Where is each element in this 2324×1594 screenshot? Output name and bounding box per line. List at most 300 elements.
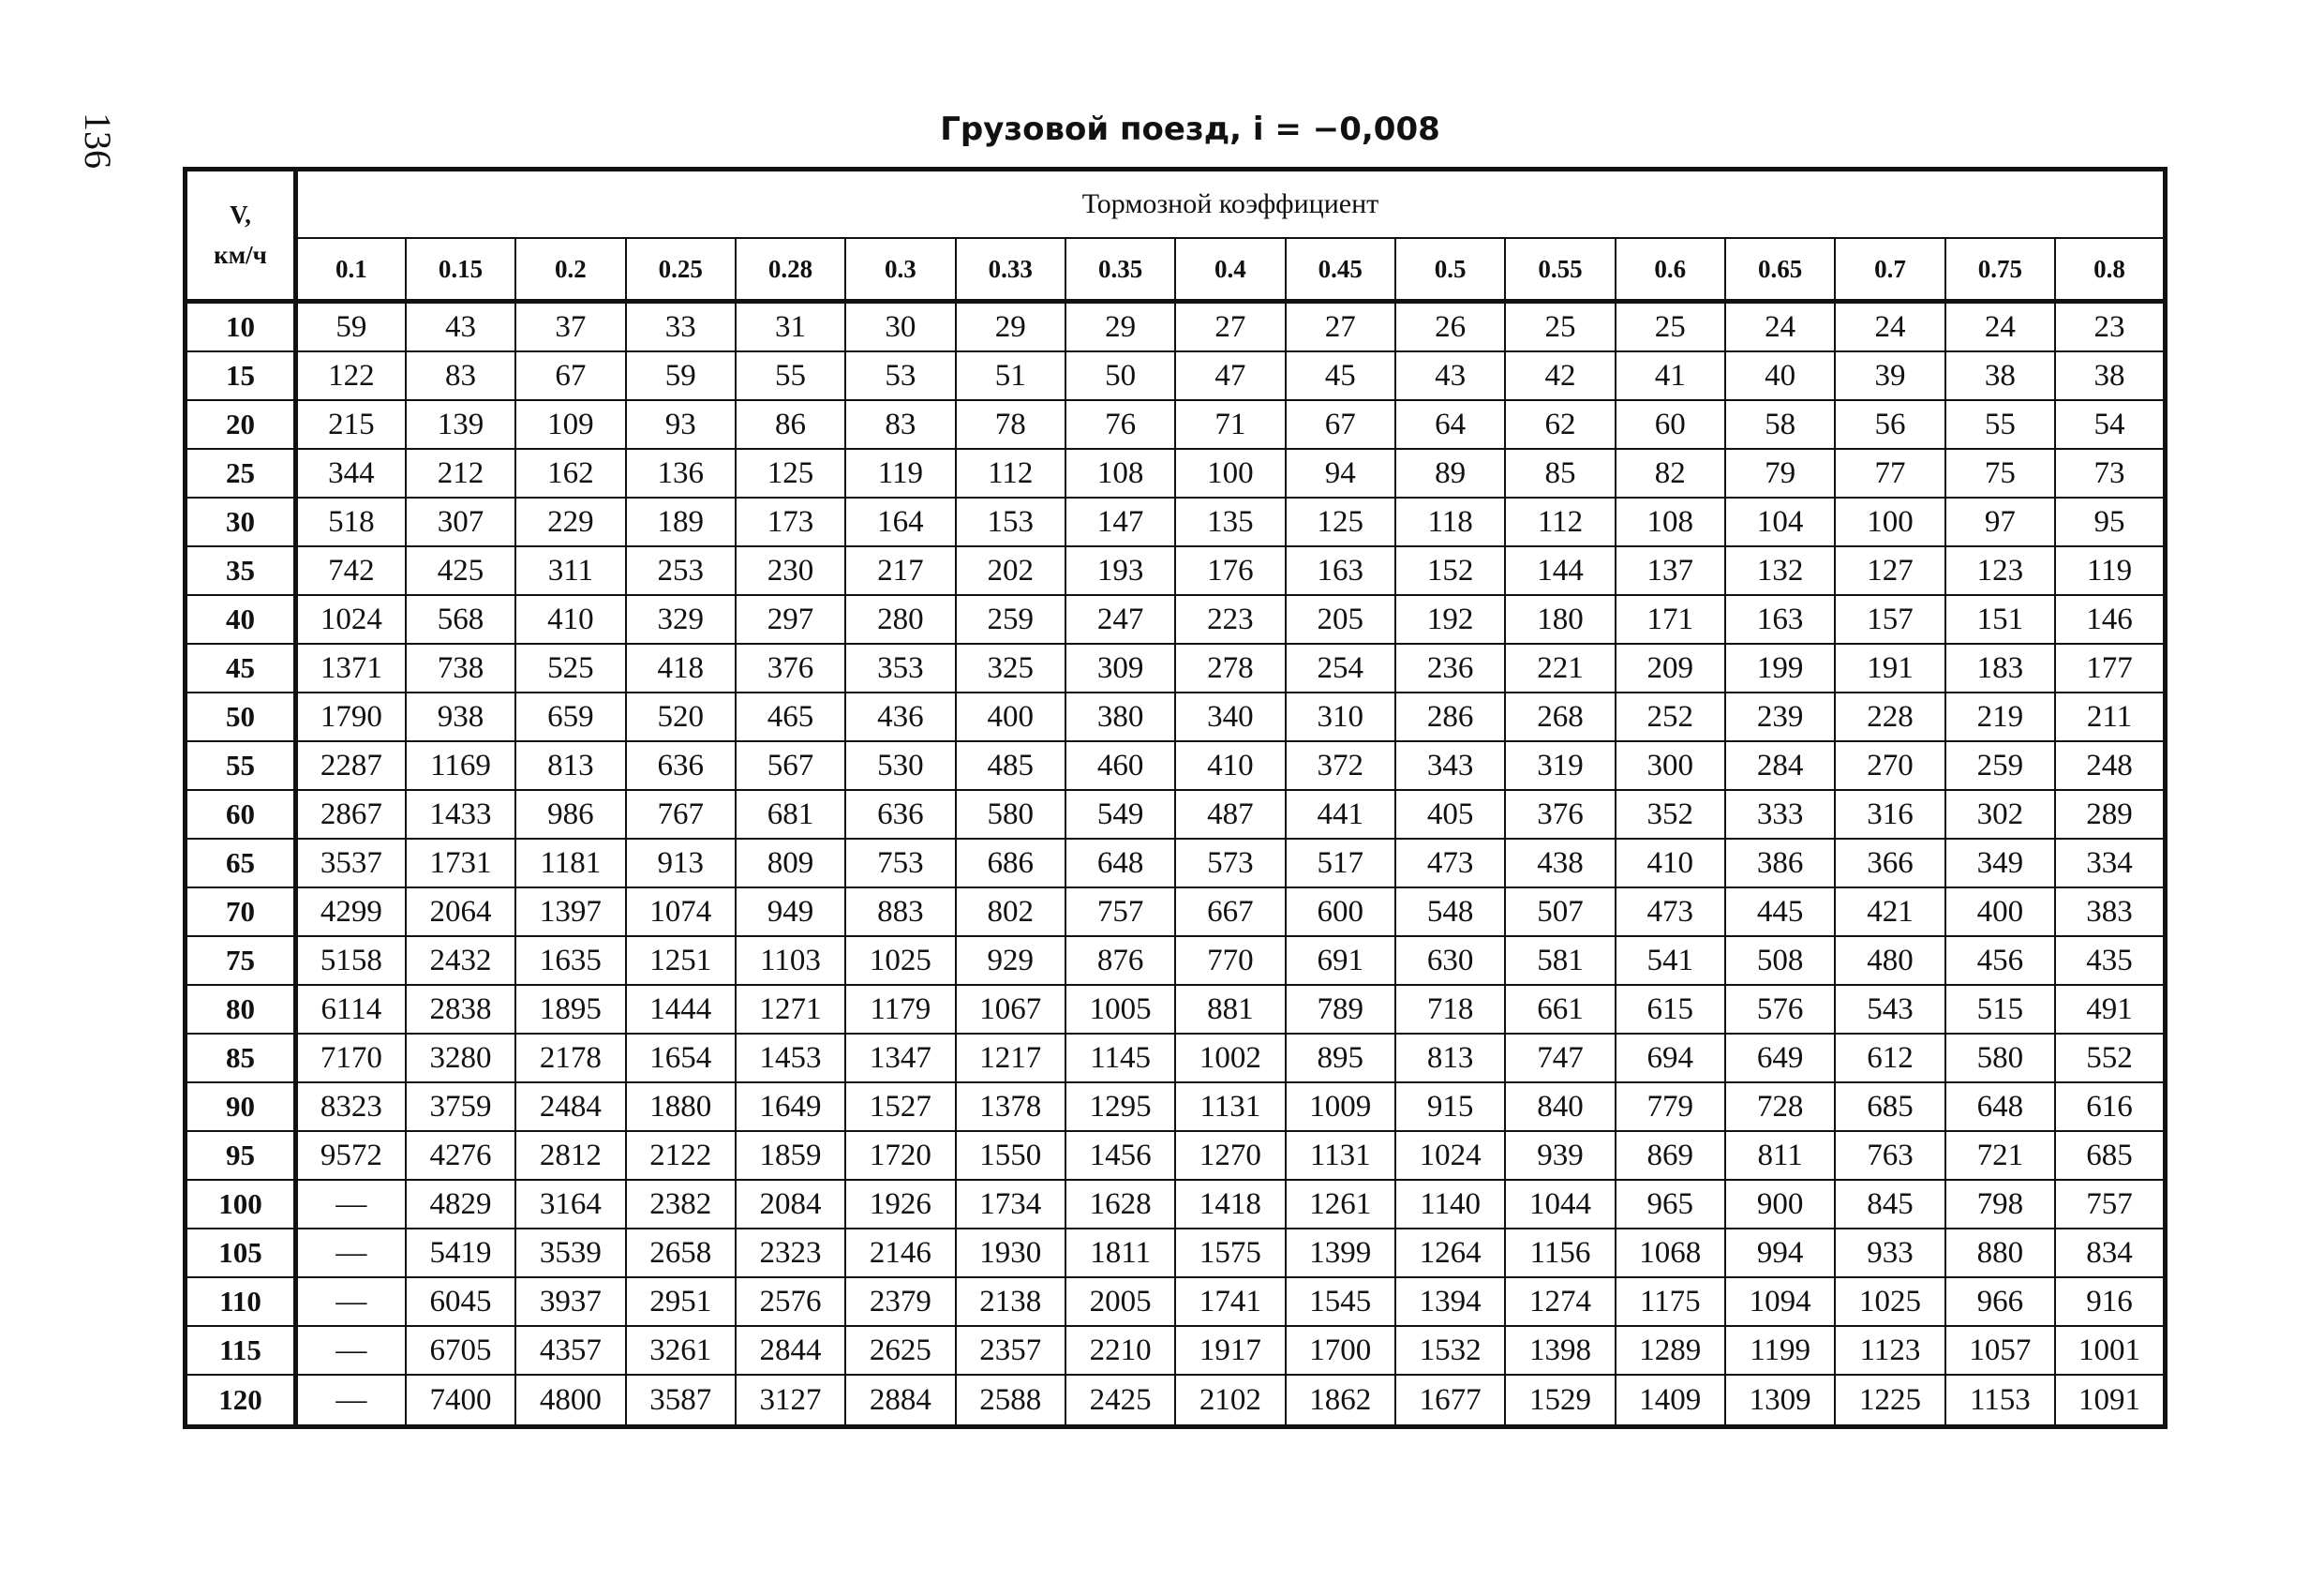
value-cell: 230 xyxy=(736,546,845,595)
value-cell: 1131 xyxy=(1286,1131,1395,1180)
value-cell: 43 xyxy=(1395,351,1505,400)
value-cell: 1347 xyxy=(845,1034,955,1082)
value-cell: 473 xyxy=(1616,887,1725,936)
value-cell: 480 xyxy=(1835,936,1944,985)
value-cell: 648 xyxy=(1065,839,1175,887)
value-cell: 1156 xyxy=(1505,1229,1615,1277)
value-cell: 76 xyxy=(1065,400,1175,449)
value-cell: 757 xyxy=(2055,1180,2166,1229)
value-cell: 1094 xyxy=(1725,1277,1835,1326)
value-cell: 549 xyxy=(1065,790,1175,839)
speed-unit-label: км/ч xyxy=(214,241,267,269)
value-cell: 1169 xyxy=(406,741,515,790)
value-cell: 192 xyxy=(1395,595,1505,644)
value-cell: 508 xyxy=(1725,936,1835,985)
value-cell: 247 xyxy=(1065,595,1175,644)
value-cell: 580 xyxy=(1945,1034,2055,1082)
value-cell: 173 xyxy=(736,498,845,546)
table-row xyxy=(186,1375,2166,1427)
value-cell: 1917 xyxy=(1175,1326,1285,1375)
value-cell: 344 xyxy=(296,449,406,498)
value-cell: 59 xyxy=(296,302,406,352)
value-cell: 3261 xyxy=(626,1326,736,1375)
value-cell: 845 xyxy=(1835,1180,1944,1229)
coefficient-header-cell: 0.75 xyxy=(1945,238,2055,302)
value-cell: 3539 xyxy=(515,1229,625,1277)
value-cell: 615 xyxy=(1616,985,1725,1034)
value-cell: 1731 xyxy=(406,839,515,887)
speed-cell: 50 xyxy=(186,693,296,741)
value-cell: 763 xyxy=(1835,1131,1944,1180)
value-cell: 456 xyxy=(1945,936,2055,985)
value-cell: 3164 xyxy=(515,1180,625,1229)
value-cell: 286 xyxy=(1395,693,1505,741)
value-cell: 2005 xyxy=(1065,1277,1175,1326)
value-cell: 770 xyxy=(1175,936,1285,985)
value-cell: 1409 xyxy=(1616,1375,1725,1427)
value-cell: 552 xyxy=(2055,1034,2166,1082)
value-cell: 986 xyxy=(515,790,625,839)
value-cell: 229 xyxy=(515,498,625,546)
brake-coefficient-header: Тормозной коэффициент xyxy=(296,170,2166,239)
value-cell: 405 xyxy=(1395,790,1505,839)
value-cell: 1399 xyxy=(1286,1229,1395,1277)
coefficient-header-cell: 0.8 xyxy=(2055,238,2166,302)
value-cell: 27 xyxy=(1286,302,1395,352)
speed-cell: 65 xyxy=(186,839,296,887)
speed-cell: 15 xyxy=(186,351,296,400)
value-cell: 1274 xyxy=(1505,1277,1615,1326)
value-cell: 6045 xyxy=(406,1277,515,1326)
value-cell: 153 xyxy=(956,498,1065,546)
value-cell: 1145 xyxy=(1065,1034,1175,1082)
value-cell: 2382 xyxy=(626,1180,736,1229)
value-cell: — xyxy=(296,1326,406,1375)
value-cell: 2102 xyxy=(1175,1375,1285,1427)
value-cell: 180 xyxy=(1505,595,1615,644)
value-cell: 913 xyxy=(626,839,736,887)
value-cell: 6114 xyxy=(296,985,406,1034)
speed-cell: 105 xyxy=(186,1229,296,1277)
value-cell: 630 xyxy=(1395,936,1505,985)
value-cell: 137 xyxy=(1616,546,1725,595)
value-cell: 53 xyxy=(845,351,955,400)
speed-cell: 30 xyxy=(186,498,296,546)
value-cell: 221 xyxy=(1505,644,1615,693)
value-cell: 9572 xyxy=(296,1131,406,1180)
value-cell: 284 xyxy=(1725,741,1835,790)
value-cell: 25 xyxy=(1505,302,1615,352)
value-cell: 915 xyxy=(1395,1082,1505,1131)
value-cell: 215 xyxy=(296,400,406,449)
value-cell: 834 xyxy=(2055,1229,2166,1277)
value-cell: 212 xyxy=(406,449,515,498)
value-cell: 56 xyxy=(1835,400,1944,449)
value-cell: 4357 xyxy=(515,1326,625,1375)
value-cell: 567 xyxy=(736,741,845,790)
value-cell: 685 xyxy=(2055,1131,2166,1180)
table-row xyxy=(186,1082,2166,1131)
value-cell: 1251 xyxy=(626,936,736,985)
value-cell: 2178 xyxy=(515,1034,625,1082)
value-cell: 152 xyxy=(1395,546,1505,595)
value-cell: 254 xyxy=(1286,644,1395,693)
speed-cell: 110 xyxy=(186,1277,296,1326)
value-cell: 340 xyxy=(1175,693,1285,741)
value-cell: 352 xyxy=(1616,790,1725,839)
speed-cell: 35 xyxy=(186,546,296,595)
header-row xyxy=(186,170,2166,239)
value-cell: 636 xyxy=(626,741,736,790)
value-cell: 694 xyxy=(1616,1034,1725,1082)
value-cell: 307 xyxy=(406,498,515,546)
value-cell: 112 xyxy=(956,449,1065,498)
table-row xyxy=(186,1180,2166,1229)
value-cell: 1532 xyxy=(1395,1326,1505,1375)
table-row xyxy=(186,1131,2166,1180)
value-cell: 5419 xyxy=(406,1229,515,1277)
value-cell: 325 xyxy=(956,644,1065,693)
table-row xyxy=(186,1277,2166,1326)
speed-cell: 40 xyxy=(186,595,296,644)
table-row xyxy=(186,351,2166,400)
value-cell: 119 xyxy=(2055,546,2166,595)
coefficient-header-cell: 0.33 xyxy=(956,238,1065,302)
value-cell: 125 xyxy=(736,449,845,498)
value-cell: 1261 xyxy=(1286,1180,1395,1229)
value-cell: 59 xyxy=(626,351,736,400)
value-cell: 24 xyxy=(1945,302,2055,352)
value-cell: 435 xyxy=(2055,936,2166,985)
value-cell: 1418 xyxy=(1175,1180,1285,1229)
table-row xyxy=(186,839,2166,887)
speed-cell: 75 xyxy=(186,936,296,985)
value-cell: 2576 xyxy=(736,1277,845,1326)
value-cell: 929 xyxy=(956,936,1065,985)
value-cell: 1628 xyxy=(1065,1180,1175,1229)
value-cell: — xyxy=(296,1229,406,1277)
value-cell: 64 xyxy=(1395,400,1505,449)
value-cell: 2323 xyxy=(736,1229,845,1277)
value-cell: 2658 xyxy=(626,1229,736,1277)
value-cell: 95 xyxy=(2055,498,2166,546)
value-cell: 2432 xyxy=(406,936,515,985)
speed-cell: 20 xyxy=(186,400,296,449)
value-cell: 881 xyxy=(1175,985,1285,1034)
value-cell: 4800 xyxy=(515,1375,625,1427)
value-cell: 372 xyxy=(1286,741,1395,790)
value-cell: 659 xyxy=(515,693,625,741)
value-cell: 109 xyxy=(515,400,625,449)
value-cell: 45 xyxy=(1286,351,1395,400)
speed-cell: 45 xyxy=(186,644,296,693)
value-cell: 108 xyxy=(1065,449,1175,498)
value-cell: 410 xyxy=(1616,839,1725,887)
table-row xyxy=(186,1229,2166,1277)
value-cell: 67 xyxy=(1286,400,1395,449)
value-cell: 50 xyxy=(1065,351,1175,400)
value-cell: 191 xyxy=(1835,644,1944,693)
value-cell: — xyxy=(296,1277,406,1326)
value-cell: 127 xyxy=(1835,546,1944,595)
table-row xyxy=(186,985,2166,1034)
value-cell: 58 xyxy=(1725,400,1835,449)
value-cell: 548 xyxy=(1395,887,1505,936)
value-cell: 721 xyxy=(1945,1131,2055,1180)
value-cell: 410 xyxy=(515,595,625,644)
value-cell: 4276 xyxy=(406,1131,515,1180)
value-cell: 38 xyxy=(2055,351,2166,400)
coefficient-header-cell: 0.65 xyxy=(1725,238,1835,302)
value-cell: 400 xyxy=(1945,887,2055,936)
value-cell: 515 xyxy=(1945,985,2055,1034)
value-cell: 1131 xyxy=(1175,1082,1285,1131)
value-cell: 738 xyxy=(406,644,515,693)
value-cell: 1862 xyxy=(1286,1375,1395,1427)
value-cell: 2210 xyxy=(1065,1326,1175,1375)
table-body xyxy=(186,302,2166,1427)
value-cell: 1545 xyxy=(1286,1277,1395,1326)
value-cell: 441 xyxy=(1286,790,1395,839)
value-cell: 333 xyxy=(1725,790,1835,839)
value-cell: 2379 xyxy=(845,1277,955,1326)
value-cell: 1550 xyxy=(956,1131,1065,1180)
value-cell: 880 xyxy=(1945,1229,2055,1277)
value-cell: 1001 xyxy=(2055,1326,2166,1375)
value-cell: 1068 xyxy=(1616,1229,1725,1277)
value-cell: 151 xyxy=(1945,595,2055,644)
value-cell: 189 xyxy=(626,498,736,546)
value-cell: 2884 xyxy=(845,1375,955,1427)
value-cell: 436 xyxy=(845,693,955,741)
value-cell: 400 xyxy=(956,693,1065,741)
value-cell: 1397 xyxy=(515,887,625,936)
value-cell: 164 xyxy=(845,498,955,546)
value-cell: 2812 xyxy=(515,1131,625,1180)
coefficient-header-cell: 0.4 xyxy=(1175,238,1285,302)
value-cell: 3759 xyxy=(406,1082,515,1131)
value-cell: 78 xyxy=(956,400,1065,449)
value-cell: 473 xyxy=(1395,839,1505,887)
value-cell: 223 xyxy=(1175,595,1285,644)
table-row xyxy=(186,790,2166,839)
value-cell: 135 xyxy=(1175,498,1285,546)
table-row xyxy=(186,498,2166,546)
value-cell: 600 xyxy=(1286,887,1395,936)
value-cell: 176 xyxy=(1175,546,1285,595)
value-cell: 1309 xyxy=(1725,1375,1835,1427)
value-cell: 802 xyxy=(956,887,1065,936)
value-cell: 581 xyxy=(1505,936,1615,985)
value-cell: 3537 xyxy=(296,839,406,887)
value-cell: 491 xyxy=(2055,985,2166,1034)
value-cell: 289 xyxy=(2055,790,2166,839)
value-cell: 239 xyxy=(1725,693,1835,741)
speed-cell: 115 xyxy=(186,1326,296,1375)
value-cell: 649 xyxy=(1725,1034,1835,1082)
value-cell: 661 xyxy=(1505,985,1615,1034)
value-cell: 883 xyxy=(845,887,955,936)
value-cell: 1044 xyxy=(1505,1180,1615,1229)
value-cell: 1529 xyxy=(1505,1375,1615,1427)
value-cell: 217 xyxy=(845,546,955,595)
value-cell: 691 xyxy=(1286,936,1395,985)
value-cell: 612 xyxy=(1835,1034,1944,1082)
value-cell: 33 xyxy=(626,302,736,352)
value-cell: 933 xyxy=(1835,1229,1944,1277)
value-cell: 438 xyxy=(1505,839,1615,887)
value-cell: 183 xyxy=(1945,644,2055,693)
speed-header-label: V, xyxy=(230,200,251,229)
value-cell: 1926 xyxy=(845,1180,955,1229)
speed-cell: 55 xyxy=(186,741,296,790)
value-cell: 211 xyxy=(2055,693,2166,741)
table-row xyxy=(186,400,2166,449)
coefficient-header-cell: 0.6 xyxy=(1616,238,1725,302)
value-cell: 465 xyxy=(736,693,845,741)
value-cell: 209 xyxy=(1616,644,1725,693)
table-row xyxy=(186,546,2166,595)
table-row xyxy=(186,1034,2166,1082)
value-cell: 97 xyxy=(1945,498,2055,546)
value-cell: 1790 xyxy=(296,693,406,741)
value-cell: 1895 xyxy=(515,985,625,1034)
speed-column-header xyxy=(186,170,296,302)
value-cell: 2064 xyxy=(406,887,515,936)
value-cell: 27 xyxy=(1175,302,1285,352)
value-cell: 386 xyxy=(1725,839,1835,887)
value-cell: 51 xyxy=(956,351,1065,400)
value-cell: 79 xyxy=(1725,449,1835,498)
value-cell: 383 xyxy=(2055,887,2166,936)
value-cell: 2357 xyxy=(956,1326,1065,1375)
value-cell: 40 xyxy=(1725,351,1835,400)
value-cell: 316 xyxy=(1835,790,1944,839)
value-cell: 144 xyxy=(1505,546,1615,595)
value-cell: 157 xyxy=(1835,595,1944,644)
value-cell: 530 xyxy=(845,741,955,790)
value-cell: 343 xyxy=(1395,741,1505,790)
value-cell: 29 xyxy=(1065,302,1175,352)
value-cell: 1175 xyxy=(1616,1277,1725,1326)
value-cell: 29 xyxy=(956,302,1065,352)
value-cell: 278 xyxy=(1175,644,1285,693)
value-cell: 177 xyxy=(2055,644,2166,693)
value-cell: 163 xyxy=(1725,595,1835,644)
value-cell: 1002 xyxy=(1175,1034,1285,1082)
value-cell: 71 xyxy=(1175,400,1285,449)
value-cell: 2084 xyxy=(736,1180,845,1229)
value-cell: 85 xyxy=(1505,449,1615,498)
value-cell: 139 xyxy=(406,400,515,449)
value-cell: 487 xyxy=(1175,790,1285,839)
value-cell: 6705 xyxy=(406,1326,515,1375)
value-cell: 1575 xyxy=(1175,1229,1285,1277)
speed-cell: 60 xyxy=(186,790,296,839)
value-cell: 895 xyxy=(1286,1034,1395,1082)
value-cell: 809 xyxy=(736,839,845,887)
value-cell: 616 xyxy=(2055,1082,2166,1131)
value-cell: 1378 xyxy=(956,1082,1065,1131)
coefficient-header-cell: 0.55 xyxy=(1505,238,1615,302)
coefficient-header-cell: 0.15 xyxy=(406,238,515,302)
table-row xyxy=(186,693,2166,741)
value-cell: 543 xyxy=(1835,985,1944,1034)
value-cell: 100 xyxy=(1835,498,1944,546)
table-row xyxy=(186,741,2166,790)
brake-distance-table xyxy=(183,167,2168,1429)
value-cell: 311 xyxy=(515,546,625,595)
value-cell: 1024 xyxy=(296,595,406,644)
value-cell: 280 xyxy=(845,595,955,644)
speed-cell: 10 xyxy=(186,302,296,352)
value-cell: 636 xyxy=(845,790,955,839)
value-cell: 43 xyxy=(406,302,515,352)
value-cell: 366 xyxy=(1835,839,1944,887)
value-cell: 24 xyxy=(1725,302,1835,352)
value-cell: 1005 xyxy=(1065,985,1175,1034)
value-cell: 147 xyxy=(1065,498,1175,546)
value-cell: 1199 xyxy=(1725,1326,1835,1375)
value-cell: 319 xyxy=(1505,741,1615,790)
value-cell: 38 xyxy=(1945,351,2055,400)
value-cell: 89 xyxy=(1395,449,1505,498)
value-cell: 779 xyxy=(1616,1082,1725,1131)
value-cell: 1741 xyxy=(1175,1277,1285,1326)
value-cell: 1123 xyxy=(1835,1326,1944,1375)
value-cell: 1091 xyxy=(2055,1375,2166,1427)
value-cell: 916 xyxy=(2055,1277,2166,1326)
value-cell: 2588 xyxy=(956,1375,1065,1427)
value-cell: 518 xyxy=(296,498,406,546)
value-cell: 753 xyxy=(845,839,955,887)
value-cell: 2146 xyxy=(845,1229,955,1277)
value-cell: 900 xyxy=(1725,1180,1835,1229)
value-cell: 425 xyxy=(406,546,515,595)
value-cell: 1453 xyxy=(736,1034,845,1082)
value-cell: 7400 xyxy=(406,1375,515,1427)
value-cell: 421 xyxy=(1835,887,1944,936)
value-cell: 30 xyxy=(845,302,955,352)
value-cell: 7170 xyxy=(296,1034,406,1082)
value-cell: 1811 xyxy=(1065,1229,1175,1277)
value-cell: 1677 xyxy=(1395,1375,1505,1427)
value-cell: 380 xyxy=(1065,693,1175,741)
value-cell: 573 xyxy=(1175,839,1285,887)
value-cell: — xyxy=(296,1180,406,1229)
table-row xyxy=(186,1326,2166,1375)
value-cell: 83 xyxy=(845,400,955,449)
value-cell: 146 xyxy=(2055,595,2166,644)
value-cell: 25 xyxy=(1616,302,1725,352)
value-cell: 1444 xyxy=(626,985,736,1034)
value-cell: 3587 xyxy=(626,1375,736,1427)
value-cell: 1734 xyxy=(956,1180,1065,1229)
coefficient-header-cell: 0.35 xyxy=(1065,238,1175,302)
value-cell: 4299 xyxy=(296,887,406,936)
value-cell: 24 xyxy=(1835,302,1944,352)
value-cell: 67 xyxy=(515,351,625,400)
value-cell: 108 xyxy=(1616,498,1725,546)
value-cell: 100 xyxy=(1175,449,1285,498)
value-cell: 1067 xyxy=(956,985,1065,1034)
value-cell: 1930 xyxy=(956,1229,1065,1277)
value-cell: 2122 xyxy=(626,1131,736,1180)
value-cell: 939 xyxy=(1505,1131,1615,1180)
table-row xyxy=(186,887,2166,936)
value-cell: 1289 xyxy=(1616,1326,1725,1375)
value-cell: 525 xyxy=(515,644,625,693)
